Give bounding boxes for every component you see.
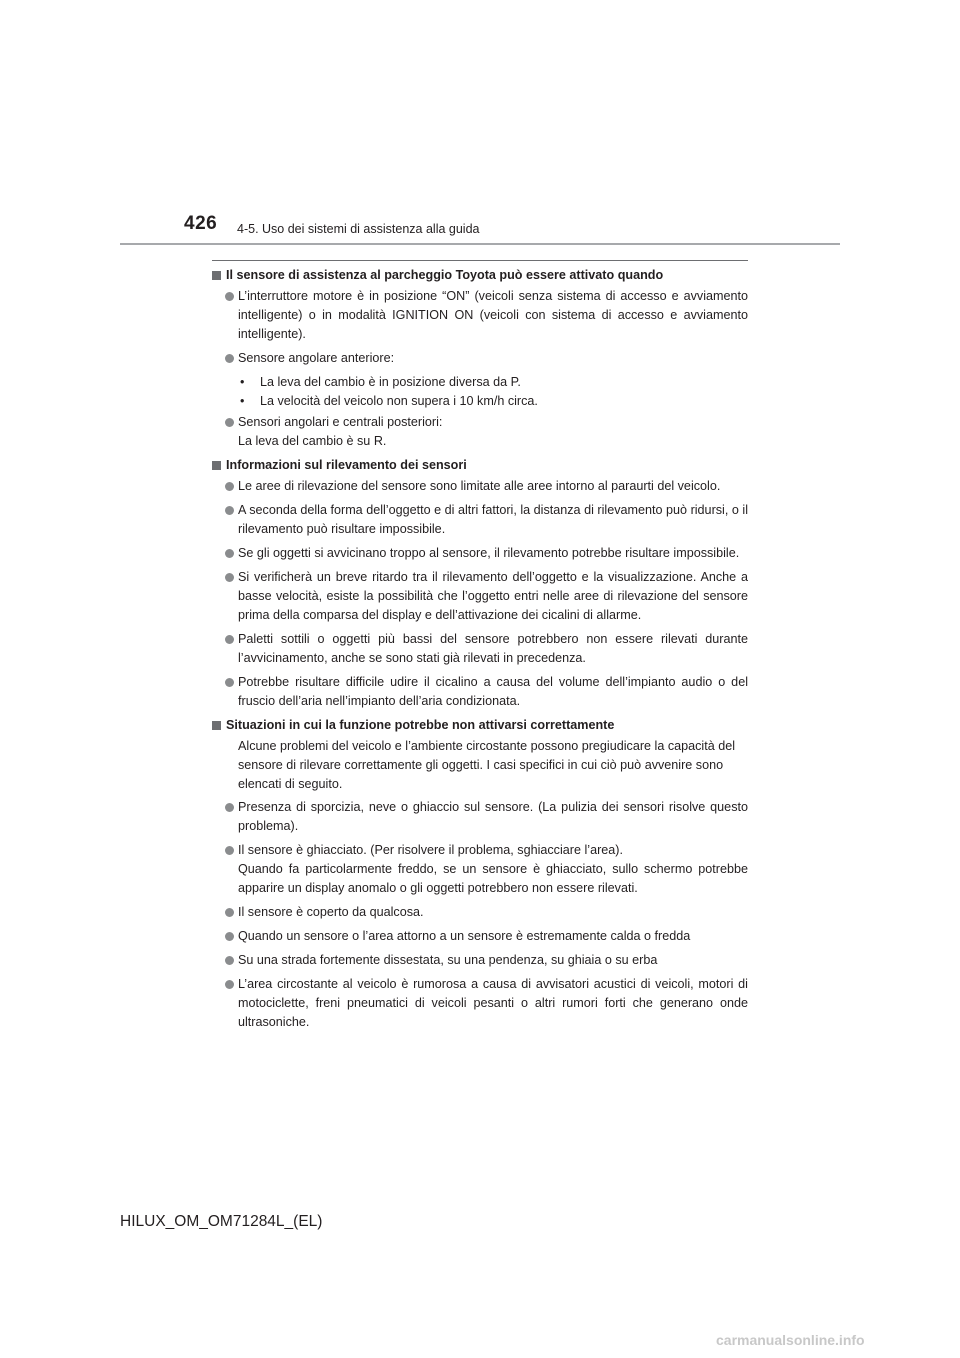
square-bullet-icon bbox=[212, 721, 221, 730]
list-item: L’interruttore motore è in posizione “ON” (veicoli senza sistema di accesso e avviamento intelligente) o in modalità IGNITION ON (veicoli con sistema di accesso e avviamento intelligente). bbox=[212, 287, 748, 344]
list-item: Paletti sottili o oggetti più bassi del sensore potrebbero non essere rilevati durante l’avvicinamento, anche se sono stati già rilevati in precedenza. bbox=[212, 630, 748, 668]
list-item: Se gli oggetti si avvicinano troppo al sensore, il rilevamento potrebbe risultare impossibile. bbox=[212, 544, 748, 563]
section-heading: Il sensore di assistenza al parcheggio Toyota può essere attivato quando bbox=[212, 266, 748, 285]
list-item: Sensori angolari e centrali posteriori: La leva del cambio è su R. bbox=[212, 413, 748, 451]
section-title: 4-5. Uso dei sistemi di assistenza alla guida bbox=[237, 222, 480, 236]
square-bullet-icon bbox=[212, 461, 221, 470]
list-item: Il sensore è coperto da qualcosa. bbox=[212, 903, 748, 922]
list-item: Il sensore è ghiacciato. (Per risolvere il problema, sghiacciare l’area). Quando fa particolarmente freddo, se un sensore è ghiacciato, sullo schermo potrebbe apparire un display anomalo o gli oggetti potrebbero non essere rilevati. bbox=[212, 841, 748, 898]
round-bullet-icon bbox=[225, 573, 234, 582]
content-rule bbox=[212, 260, 748, 261]
list-item: Sensore angolare anteriore: bbox=[212, 349, 748, 368]
list-item: L’area circostante al veicolo è rumorosa a causa di avvisatori acustici di veicoli, motori di motociclette, freni pneumatici di veicoli pesanti o altri rumori forti che generano onde ultrasoniche. bbox=[212, 975, 748, 1032]
list-item: A seconda della forma dell’oggetto e di altri fattori, la distanza di rilevamento può ridursi, o il rilevamento può risultare impossibile. bbox=[212, 501, 748, 539]
round-bullet-icon bbox=[225, 678, 234, 687]
list-item: Presenza di sporcizia, neve o ghiaccio sul sensore. (La pulizia dei sensori risolve questo problema). bbox=[212, 798, 748, 836]
small-bullet-icon: • bbox=[240, 394, 245, 408]
round-bullet-icon bbox=[225, 908, 234, 917]
round-bullet-icon bbox=[225, 846, 234, 855]
round-bullet-icon bbox=[225, 956, 234, 965]
list-item: Su una strada fortemente dissestata, su una pendenza, su ghiaia o su erba bbox=[212, 951, 748, 970]
round-bullet-icon bbox=[225, 482, 234, 491]
section-heading: Situazioni in cui la funzione potrebbe non attivarsi correttamente bbox=[212, 716, 748, 735]
intro-paragraph: Alcune problemi del veicolo e l’ambiente circostante possono pregiudicare la capacità del sensore di rilevare correttamente gli oggetti. I casi specifici in cui ciò può avvenire sono elencati di seguito. bbox=[238, 739, 736, 791]
header-rule bbox=[120, 243, 840, 245]
small-bullet-icon: • bbox=[240, 375, 245, 389]
square-bullet-icon bbox=[212, 271, 221, 280]
round-bullet-icon bbox=[225, 292, 234, 301]
round-bullet-icon bbox=[225, 932, 234, 941]
watermark: carmanualsonline.info bbox=[716, 1332, 865, 1348]
list-item: Si verificherà un breve ritardo tra il rilevamento dell’oggetto e la visualizzazione. Anche a basse velocità, esiste la possibilità che l’oggetto entri nelle aree di rilevazione del sensore prima della comparsa del display e dell’attivazione dei cicalini di allarme. bbox=[212, 568, 748, 625]
content bbox=[212, 266, 748, 1037]
footer-doc-code: HILUX_OM_OM71284L_(EL) bbox=[120, 1213, 323, 1230]
page-number: 426 bbox=[184, 213, 218, 234]
round-bullet-icon bbox=[225, 506, 234, 515]
round-bullet-icon bbox=[225, 803, 234, 812]
section-heading: Informazioni sul rilevamento dei sensori bbox=[212, 456, 748, 475]
round-bullet-icon bbox=[225, 549, 234, 558]
sub-list-item: • La leva del cambio è in posizione diversa da P. bbox=[212, 373, 748, 392]
round-bullet-icon bbox=[225, 635, 234, 644]
round-bullet-icon bbox=[225, 980, 234, 989]
round-bullet-icon bbox=[225, 354, 234, 363]
list-item: Quando un sensore o l’area attorno a un sensore è estremamente calda o fredda bbox=[212, 927, 748, 946]
round-bullet-icon bbox=[225, 418, 234, 427]
list-item: Potrebbe risultare difficile udire il cicalino a causa del volume dell’impianto audio o del fruscio dell’aria nell’impianto dell’aria condizionata. bbox=[212, 673, 748, 711]
list-item: Le aree di rilevazione del sensore sono limitate alle aree intorno al paraurti del veicolo. bbox=[212, 477, 748, 496]
sub-list-item: • La velocità del veicolo non supera i 10 km/h circa. bbox=[212, 392, 748, 411]
